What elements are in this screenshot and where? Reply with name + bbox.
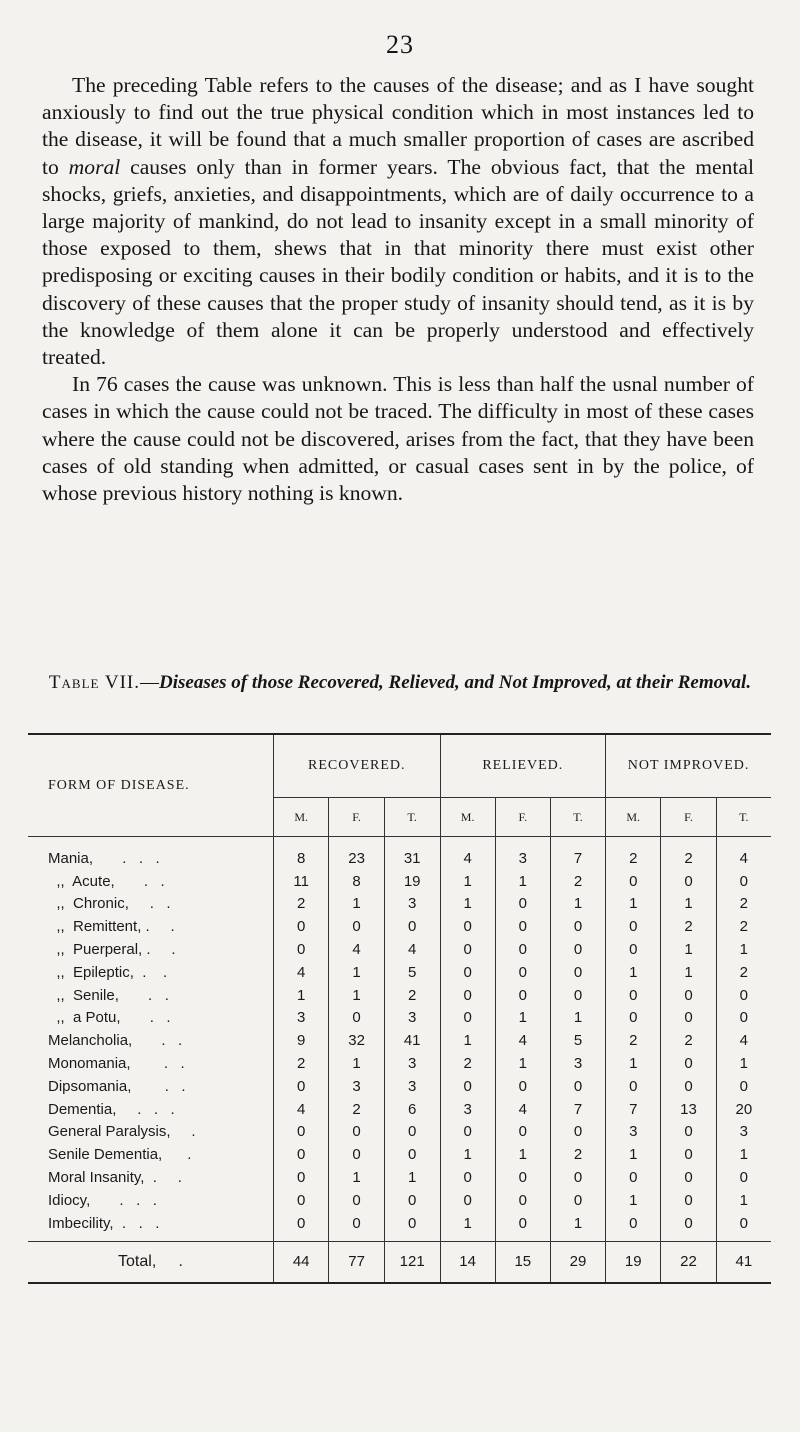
- table-cell: 0: [329, 1189, 384, 1212]
- subheader-cell: F.: [661, 798, 716, 837]
- table-caption: [42, 670, 758, 695]
- total-cell: 121: [384, 1241, 440, 1283]
- table-cell: 1: [329, 1052, 384, 1075]
- table-wrap: [28, 733, 771, 1284]
- table-cell: 3: [329, 1075, 384, 1098]
- table-cell: 0: [440, 1166, 495, 1189]
- table-cell: 1: [495, 1007, 550, 1030]
- table-row: [28, 1166, 771, 1189]
- table-cell: 4: [273, 961, 328, 984]
- table-cell: 0: [661, 1007, 716, 1030]
- table-cell: 0: [716, 1007, 771, 1030]
- table-row: [28, 1075, 771, 1098]
- table-cell: 0: [495, 893, 550, 916]
- table-cell: 19: [384, 870, 440, 893]
- table-cell: 0: [661, 1143, 716, 1166]
- table-cell: 0: [661, 1121, 716, 1144]
- table-cell: 23: [329, 837, 384, 870]
- disease-name: General Paralysis, .: [48, 1123, 196, 1141]
- disease-name: ,, Remittent, . .: [48, 918, 175, 936]
- table-cell: 2: [716, 893, 771, 916]
- table-caption-dash: —: [140, 672, 159, 693]
- table-cell: 0: [440, 961, 495, 984]
- table-cell: 1: [716, 1143, 771, 1166]
- subheader-cell: M.: [606, 798, 661, 837]
- table-cell: 0: [440, 1121, 495, 1144]
- table-cell: 9: [273, 1029, 328, 1052]
- table-cell: 0: [273, 1189, 328, 1212]
- table-cell: 0: [606, 938, 661, 961]
- table-cell: 0: [661, 1075, 716, 1098]
- table-cell: 8: [273, 837, 328, 870]
- table-cell: 13: [661, 1098, 716, 1121]
- table-cell: 0: [495, 984, 550, 1007]
- table-cell: 2: [273, 1052, 328, 1075]
- table-cell: 0: [273, 1143, 328, 1166]
- table-cell: 0: [495, 961, 550, 984]
- table-cell: 1: [329, 984, 384, 1007]
- table-cell: 0: [550, 961, 605, 984]
- recovered-header: RECOVERED.: [273, 734, 440, 798]
- paragraph-1-end: causes only than in former years. The obvious fact, that the mental shocks, griefs, anxieties, and disappointments, which are of daily occurrence to a large majority of mankind, do not lead to insanity except in a small minority of those exposed to them, shews that in that minority there must exist other predisposing or exciting causes in their bodily condition or habits, and it is to the discovery of these causes that the proper study of insanity should tend, as it is by the knowledge of them alone it can be properly understood and effectively treated.: [42, 154, 754, 370]
- table-row: [28, 984, 771, 1007]
- table-cell: 8: [329, 870, 384, 893]
- table-cell: 5: [384, 961, 440, 984]
- table-cell: 0: [606, 1212, 661, 1241]
- disease-name: Moral Insanity, . .: [48, 1169, 182, 1187]
- table-cell: 0: [329, 1121, 384, 1144]
- table-cell: 0: [384, 915, 440, 938]
- table-cell: 0: [440, 1007, 495, 1030]
- table-cell: 1: [661, 893, 716, 916]
- paragraph-1-start: The preceding Table refers to the causes of the disease; and as I have sought anxiously to find out the true physical condition which in most instances led to the disease, it will be found that a much smaller proportion of cases are ascribed to: [42, 73, 754, 179]
- not-improved-header: NOT IMPROVED.: [606, 734, 771, 798]
- table-group-header-row: [28, 734, 771, 798]
- table-cell: 2: [661, 1029, 716, 1052]
- table-cell: 1: [661, 961, 716, 984]
- table-cell: 0: [440, 915, 495, 938]
- table-cell: 0: [495, 915, 550, 938]
- table-cell: 4: [384, 938, 440, 961]
- disease-name: Idiocy, . . .: [48, 1191, 157, 1209]
- disease-name: Melancholia, . .: [48, 1032, 183, 1050]
- table-cell: 1: [329, 961, 384, 984]
- table-cell: 1: [606, 1143, 661, 1166]
- table-cell: 0: [329, 915, 384, 938]
- table-cell: 4: [329, 938, 384, 961]
- table-cell: 1: [606, 1052, 661, 1075]
- table-cell: 1: [606, 893, 661, 916]
- table-cell: 1: [329, 893, 384, 916]
- table-cell: 2: [606, 837, 661, 870]
- table-cell: 0: [606, 1075, 661, 1098]
- table-cell: 6: [384, 1098, 440, 1121]
- table-row: [28, 837, 771, 870]
- disease-table: [28, 733, 771, 1284]
- table-cell: 0: [606, 915, 661, 938]
- table-cell: 2: [716, 961, 771, 984]
- table-cell: 0: [495, 1166, 550, 1189]
- table-cell: 0: [661, 1166, 716, 1189]
- table-cell: 0: [384, 1212, 440, 1241]
- table-cell: 1: [329, 1166, 384, 1189]
- table-cell: 3: [273, 1007, 328, 1030]
- table-cell: 0: [440, 1189, 495, 1212]
- subheader-cell: F.: [329, 798, 384, 837]
- disease-name: Imbecility, . . .: [48, 1214, 160, 1232]
- table-cell: 2: [716, 915, 771, 938]
- table-cell: 3: [495, 837, 550, 870]
- table-cell: 2: [661, 837, 716, 870]
- table-cell: 31: [384, 837, 440, 870]
- table-cell: 3: [384, 1052, 440, 1075]
- table-row: [28, 1052, 771, 1075]
- table-row: [28, 893, 771, 916]
- table-cell: 41: [384, 1029, 440, 1052]
- table-cell: 1: [384, 1166, 440, 1189]
- table-cell: 0: [273, 1075, 328, 1098]
- table-cell: 7: [606, 1098, 661, 1121]
- table-cell: 2: [440, 1052, 495, 1075]
- table-cell: 5: [550, 1029, 605, 1052]
- table-cell: 7: [550, 837, 605, 870]
- table-cell: 0: [384, 1189, 440, 1212]
- table-cell: 0: [384, 1143, 440, 1166]
- disease-name: ,, Puerperal, . .: [48, 941, 176, 959]
- table-cell: 1: [440, 870, 495, 893]
- table-cell: 11: [273, 870, 328, 893]
- table-cell: 0: [550, 1189, 605, 1212]
- table-row: [28, 1143, 771, 1166]
- total-cell: 44: [273, 1241, 328, 1283]
- table-cell: 0: [716, 870, 771, 893]
- body-text: [42, 72, 754, 507]
- table-cell: 1: [606, 961, 661, 984]
- table-row: [28, 1007, 771, 1030]
- table-cell: 4: [440, 837, 495, 870]
- table-cell: 0: [550, 938, 605, 961]
- table-cell: 0: [495, 1212, 550, 1241]
- table-row: [28, 1029, 771, 1052]
- table-cell: 0: [661, 984, 716, 1007]
- total-cell: 41: [716, 1241, 771, 1283]
- table-cell: 0: [440, 984, 495, 1007]
- paragraph-2: In 76 cases the cause was unknown. This is less than half the usnal number of cases in which the cause could not be traced. The difficulty in most of these cases where the cause could not be discovered, arises from the fact, that they have been cases of old standing when admitted, or casual cases sent in by the police, of whose previous history nothing is known.: [42, 372, 754, 506]
- table-row: [28, 1098, 771, 1121]
- subheader-cell: M.: [273, 798, 328, 837]
- disease-name: ,, a Potu, . .: [48, 1009, 171, 1027]
- table-cell: 0: [273, 1212, 328, 1241]
- table-cell: 0: [606, 1166, 661, 1189]
- total-cell: 19: [606, 1241, 661, 1283]
- table-cell: 0: [606, 1007, 661, 1030]
- table-cell: 0: [440, 1075, 495, 1098]
- table-cell: 1: [495, 1143, 550, 1166]
- table-body: [28, 837, 771, 1242]
- table-cell: 0: [550, 1121, 605, 1144]
- table-cell: 4: [273, 1098, 328, 1121]
- table-cell: 0: [606, 870, 661, 893]
- table-cell: 4: [716, 1029, 771, 1052]
- table-cell: 0: [550, 915, 605, 938]
- table-cell: 0: [550, 1075, 605, 1098]
- table-cell: 1: [495, 1052, 550, 1075]
- table-cell: 0: [716, 1166, 771, 1189]
- table-cell: 3: [716, 1121, 771, 1144]
- table-row: [28, 1121, 771, 1144]
- subheader-cell: T.: [384, 798, 440, 837]
- subheader-cell: F.: [495, 798, 550, 837]
- table-cell: 4: [495, 1098, 550, 1121]
- table-cell: 0: [440, 938, 495, 961]
- table-cell: 20: [716, 1098, 771, 1121]
- table-cell: 1: [606, 1189, 661, 1212]
- disease-name: Dipsomania, . .: [48, 1077, 186, 1095]
- table-cell: 0: [550, 1166, 605, 1189]
- table-caption-label: Table VII.: [48, 672, 140, 693]
- table-cell: 0: [716, 984, 771, 1007]
- table-cell: 2: [273, 893, 328, 916]
- table-cell: 3: [384, 893, 440, 916]
- table-cell: 0: [716, 1075, 771, 1098]
- table-cell: 1: [440, 893, 495, 916]
- disease-name: ,, Acute, . .: [48, 872, 165, 890]
- form-of-disease-header: FORM OF DISEASE.: [28, 734, 273, 837]
- table-cell: 0: [273, 938, 328, 961]
- table-cell: 2: [606, 1029, 661, 1052]
- total-label: Total, .: [28, 1241, 273, 1283]
- table-cell: 0: [495, 938, 550, 961]
- total-row: [28, 1241, 771, 1283]
- table-cell: 0: [495, 1189, 550, 1212]
- table-cell: 0: [329, 1007, 384, 1030]
- table-cell: 1: [661, 938, 716, 961]
- total-cell: 22: [661, 1241, 716, 1283]
- relieved-header: RELIEVED.: [440, 734, 606, 798]
- table-cell: 2: [329, 1098, 384, 1121]
- table-cell: 0: [661, 870, 716, 893]
- table-cell: 0: [495, 1075, 550, 1098]
- table-cell: 1: [273, 984, 328, 1007]
- table-cell: 1: [716, 938, 771, 961]
- page-number: 23: [386, 30, 414, 59]
- table-cell: 0: [661, 1189, 716, 1212]
- table-cell: 1: [440, 1029, 495, 1052]
- table-cell: 0: [661, 1052, 716, 1075]
- table-cell: 3: [550, 1052, 605, 1075]
- subheader-cell: T.: [716, 798, 771, 837]
- disease-name: ,, Chronic, . .: [48, 895, 171, 913]
- table-row: [28, 915, 771, 938]
- table-cell: 4: [716, 837, 771, 870]
- total-cell: 14: [440, 1241, 495, 1283]
- table-cell: 2: [550, 1143, 605, 1166]
- table-cell: 0: [606, 984, 661, 1007]
- table-cell: 0: [273, 1121, 328, 1144]
- table-row: [28, 870, 771, 893]
- table-cell: 1: [550, 1212, 605, 1241]
- table-cell: 1: [716, 1052, 771, 1075]
- disease-name: Mania, . . .: [48, 849, 160, 867]
- table-cell: 0: [661, 1212, 716, 1241]
- disease-name: Dementia, . . .: [48, 1100, 175, 1118]
- disease-name: Senile Dementia, .: [48, 1146, 192, 1164]
- table-cell: 1: [550, 893, 605, 916]
- total-cell: 77: [329, 1241, 384, 1283]
- disease-name: ,, Epileptic, . .: [48, 963, 168, 981]
- table-cell: 1: [440, 1212, 495, 1241]
- table-cell: 2: [661, 915, 716, 938]
- table-cell: 1: [440, 1143, 495, 1166]
- table-cell: 1: [716, 1189, 771, 1212]
- table-cell: 2: [550, 870, 605, 893]
- disease-name: Monomania, . .: [48, 1055, 185, 1073]
- table-row: [28, 1189, 771, 1212]
- total-cell: 29: [550, 1241, 605, 1283]
- table-row: [28, 961, 771, 984]
- table-cell: 3: [384, 1007, 440, 1030]
- table-cell: 3: [606, 1121, 661, 1144]
- disease-name: ,, Senile, . .: [48, 986, 169, 1004]
- table-cell: 7: [550, 1098, 605, 1121]
- table-row: [28, 938, 771, 961]
- table-cell: 0: [329, 1212, 384, 1241]
- table-cell: 1: [495, 870, 550, 893]
- total-cell: 15: [495, 1241, 550, 1283]
- table-cell: 0: [384, 1121, 440, 1144]
- subheader-cell: M.: [440, 798, 495, 837]
- table-cell: 4: [495, 1029, 550, 1052]
- paragraph-1: [42, 72, 754, 371]
- table-cell: 0: [273, 915, 328, 938]
- table-cell: 2: [384, 984, 440, 1007]
- table-cell: 0: [550, 984, 605, 1007]
- table-caption-title: Diseases of those Recovered, Relieved, and Not Improved, at their Removal.: [159, 672, 752, 693]
- subheader-cell: T.: [550, 798, 605, 837]
- table-cell: 3: [384, 1075, 440, 1098]
- table-cell: 3: [440, 1098, 495, 1121]
- table-cell: 0: [716, 1212, 771, 1241]
- table-cell: 1: [550, 1007, 605, 1030]
- table-cell: 0: [495, 1121, 550, 1144]
- table-row: [28, 1212, 771, 1241]
- table-cell: 0: [329, 1143, 384, 1166]
- table-cell: 32: [329, 1029, 384, 1052]
- paragraph-1-emphasis: moral: [68, 154, 121, 179]
- table-cell: 0: [273, 1166, 328, 1189]
